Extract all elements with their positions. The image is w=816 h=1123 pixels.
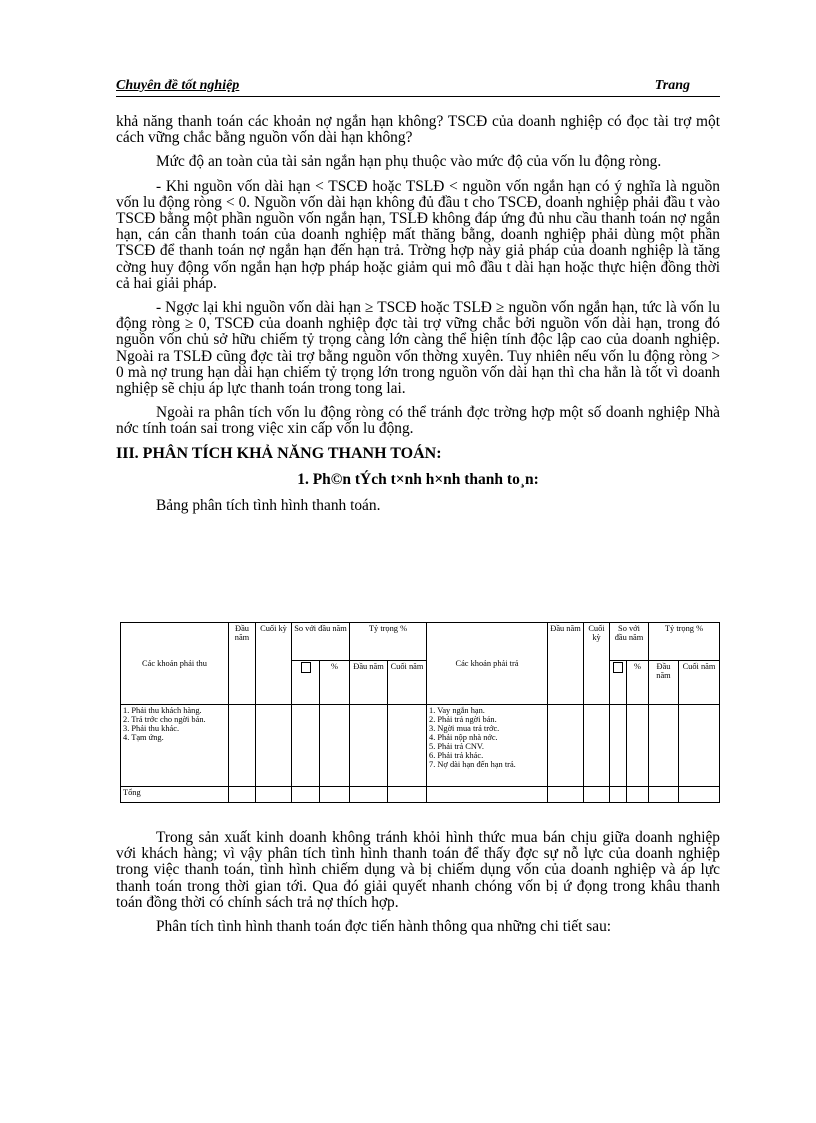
sub-begin-year-right: Đầu năm [649,661,679,705]
header-receivables: Các khoản phải thu [121,623,229,705]
table-cell [649,787,679,803]
table-cell [256,705,292,787]
header-proportion-left: Tỷ trọng % [350,623,427,661]
receivables-items: 1. Phải thu khách hàng. 2. Trả trớc cho ngời bán. 3. Phải thu khác. 4. Tạm ứng. [121,705,229,787]
document-body-lower [116,830,720,943]
checkbox-glyph-icon [613,662,623,673]
section-heading: III. PHÂN TÍCH KHẢ NĂNG THANH TOÁN: [116,444,442,462]
header-title: Chuyên đề tốt nghiệp [116,78,240,93]
table-cell [627,787,649,803]
payment-analysis-table [120,622,720,803]
page-header [116,78,720,97]
table-cell [584,705,610,787]
table-cell [229,787,256,803]
sub-end-year-right: Cuối năm [679,661,720,705]
table-cell [627,705,649,787]
table-cell [350,705,388,787]
checkbox-glyph-icon [301,662,311,673]
table-cell [388,787,427,803]
table-cell [427,787,548,803]
header-end-period-left: Cuối kỳ [256,623,292,705]
sub-begin-year-left: Đầu năm [350,661,388,705]
header-begin-year-right: Đầu năm [548,623,584,705]
delta-box-left [292,661,320,705]
table-cell [649,705,679,787]
table-cell [610,787,627,803]
table-cell [388,705,427,787]
paragraph-5: Ngoài ra phân tích vốn lu động ròng có thể tránh đợc trờng hợp một số doanh nghiệp Nhà nớc tính toán sai trong việc xin cấp vốn lu động. [116,404,720,438]
paragraph-3: - Khi nguồn vốn dài hạn < TSCĐ hoặc TSLĐ < nguồn vốn ngắn hạn có ý nghĩa là nguồn vốn lu động ròng < 0. Nguồn vốn dài hạn không đủ đầu t cho TSCĐ, doanh nghiệp phải đầu t vào TSCĐ bằng một phần nguồn vốn ngắn hạn, TSLĐ không đáp ứng đủ nhu cầu thanh toán nợ ngắn hạn, cán cân thanh toán của doanh nghiệp mất thăng bằng, doanh nghiệp phải dùng một phần TSCĐ để thanh toán nợ ngắn hạn đến hạn trả. Trờng hợp này giả pháp của doanh nghiệp là tăng cờng huy động vốn ngắn hạn hợp pháp hoặc giảm qui mô đầu t dài hạn hoặc thực hiện đồng thời cả hai giải pháp. [116,177,720,292]
header-payables: Các khoản phải trả [427,623,548,705]
table-cell [610,705,627,787]
header-compare-right: So với đầu năm [610,623,649,661]
percent-right: % [627,661,649,705]
header-proportion-right: Tỷ trọng % [649,623,720,661]
header-begin-year-left: Đầu năm [229,623,256,705]
total-label: Tổng [121,787,229,803]
table-cell [320,705,350,787]
payables-items: 1. Vay ngắn hạn. 2. Phải trả ngời bán. 3. Ngời mua trả trớc. 4. Phải nộp nhà nớc. 5. Phải trả CNV. 6. Phải trả khác. 7. Nợ dài hạn đến hạn trả. [427,705,548,787]
paragraph-8: Phân tích tình hình thanh toán đợc tiến hành thông qua những chi tiết sau: [156,918,612,936]
table-cell [679,787,720,803]
table-cell [256,787,292,803]
table-cell [548,787,584,803]
subsection-heading: 1. Ph©n tÝch t×nh h×nh thanh to¸n: [297,470,539,488]
paragraph-7: Trong sản xuất kinh doanh không tránh khỏi hình thức mua bán chịu giữa doanh nghiệp với khách hàng; vì vậy phân tích tình hình thanh toán để thấy đợc sự nỗ lực của doanh nghiệp trong việc thanh toán, tình hình chiếm dụng và bị chiếm dụng vốn của doanh nghiệp và áp lực thanh toán trong thời gian tới. Qua đó giải quyết nhanh chóng vốn bị ứ đọng trong khâu thanh toán đồng thời có chính sách trả nợ thích hợp. [116,829,720,911]
percent-left: % [320,661,350,705]
table-cell [350,787,388,803]
table-cell [548,705,584,787]
header-compare-left: So với đầu năm [292,623,350,661]
table-cell [292,705,320,787]
table-cell [229,705,256,787]
header-end-period-right: Cuối kỳ [584,623,610,705]
paragraph-4: - Ngợc lại khi nguồn vốn dài hạn ≥ TSCĐ hoặc TSLĐ ≥ nguồn vốn ngắn hạn, tức là vốn lu động ròng ≥ 0, TSCĐ của doanh nghiệp đợc tài trợ vững chắc bởi nguồn vốn dài hạn, trong đó nguồn vốn chủ sở hữu chiếm tỷ trọng càng lớn càng thể hiện tính độc lập cao của doanh nghiệp. Ngoài ra TSLĐ cũng đợc tài trợ bằng nguồn vốn thờng xuyên. Tuy nhiên nếu vốn lu động ròng > 0 mà nợ trung hạn dài hạn chiếm tỷ trọng lớn trong nguồn vốn dài hạn thì cha hẳn là tốt vì doanh nghiệp sẽ chịu áp lực thanh toán trong tong lai. [116,299,720,398]
table-cell [292,787,320,803]
paragraph-2: Mức độ an toàn của tài sản ngắn hạn phụ thuộc vào mức độ của vốn lu động ròng. [156,153,662,171]
table-cell [320,787,350,803]
paragraph-1: khả năng thanh toán các khoản nợ ngắn hạn không? TSCĐ của doanh nghiệp có đọc tài trợ một cách vững chắc bằng nguồn vốn dài hạn không? [116,113,720,147]
table-caption: Bảng phân tích tình hình thanh toán. [156,497,381,515]
sub-end-year-left: Cuối năm [388,661,427,705]
delta-box-right [610,661,627,705]
table-cell [584,787,610,803]
document-body [116,114,720,522]
header-page-label: Trang [654,78,690,93]
table-cell [679,705,720,787]
